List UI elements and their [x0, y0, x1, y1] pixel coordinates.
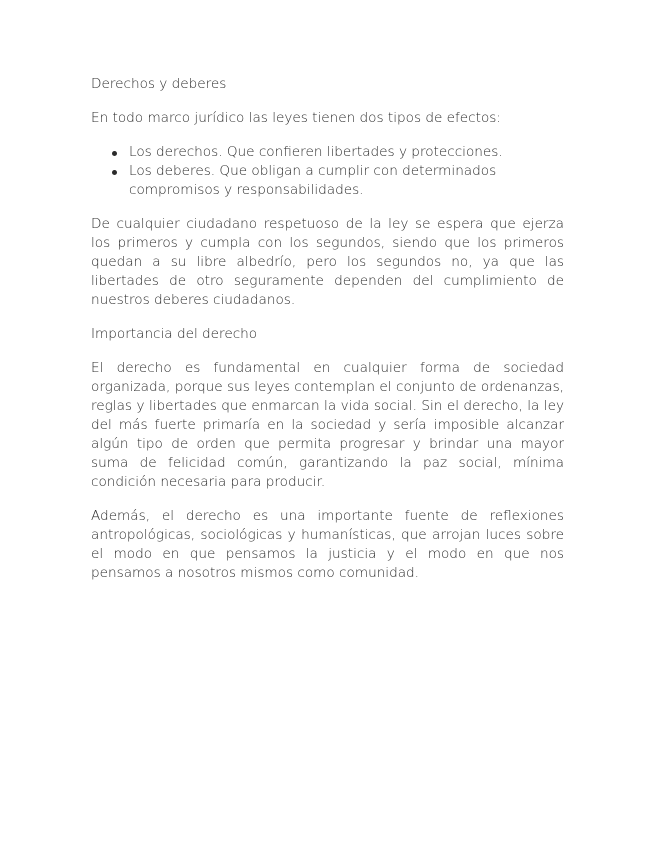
- intro-paragraph: En todo marco jurídico las leyes tienen dos tipos de efectos:: [91, 110, 501, 126]
- bullet-icon: [112, 170, 117, 175]
- paragraph-importancia: El derecho es fundamental en cualquier forma de sociedad organizada, porque sus leyes contemplan el conjunto de ordenanzas, reglas y libertades que enmarcan la vida social. Sin el derecho, la ley del más fuerte primaría en la sociedad y sería imposible alcanzar algún tipo de orden que permita progresar y brindar una mayor suma de felicidad común, garantizando la paz social, mínima condición necesaria para producir.: [91, 360, 564, 490]
- bullet-item-deberes: [91, 162, 564, 200]
- section-heading-importancia: Importancia del derecho: [91, 326, 258, 342]
- effects-bullet-list: [91, 143, 564, 200]
- bullet-item-derechos: [91, 143, 564, 162]
- bullet-text: Los deberes. Que obligan a cumplir con determinados compromisos y responsabilidades.: [129, 163, 497, 198]
- bullet-icon: [112, 151, 117, 156]
- document-body: [91, 75, 564, 598]
- bullet-text: Los derechos. Que confieren libertades y protecciones.: [129, 144, 503, 160]
- paragraph-reflexiones: Además, el derecho es una importante fuente de reflexiones antropológicas, sociológicas y humanísticas, que arrojan luces sobre el modo en que pensamos la justicia y el modo en que nos pensamos a nosotros mismos como comunidad.: [91, 508, 564, 581]
- paragraph-ciudadano: De cualquier ciudadano respetuoso de la ley se espera que ejerza los primeros y cumpla con los segundos, siendo que los primeros quedan a su libre albedrío, pero los segundos no, ya que las libertades de otro seguramente dependen del cumplimiento de nuestros deberes ciudadanos.: [91, 216, 564, 308]
- section-heading-derechos-deberes: Derechos y deberes: [91, 76, 227, 92]
